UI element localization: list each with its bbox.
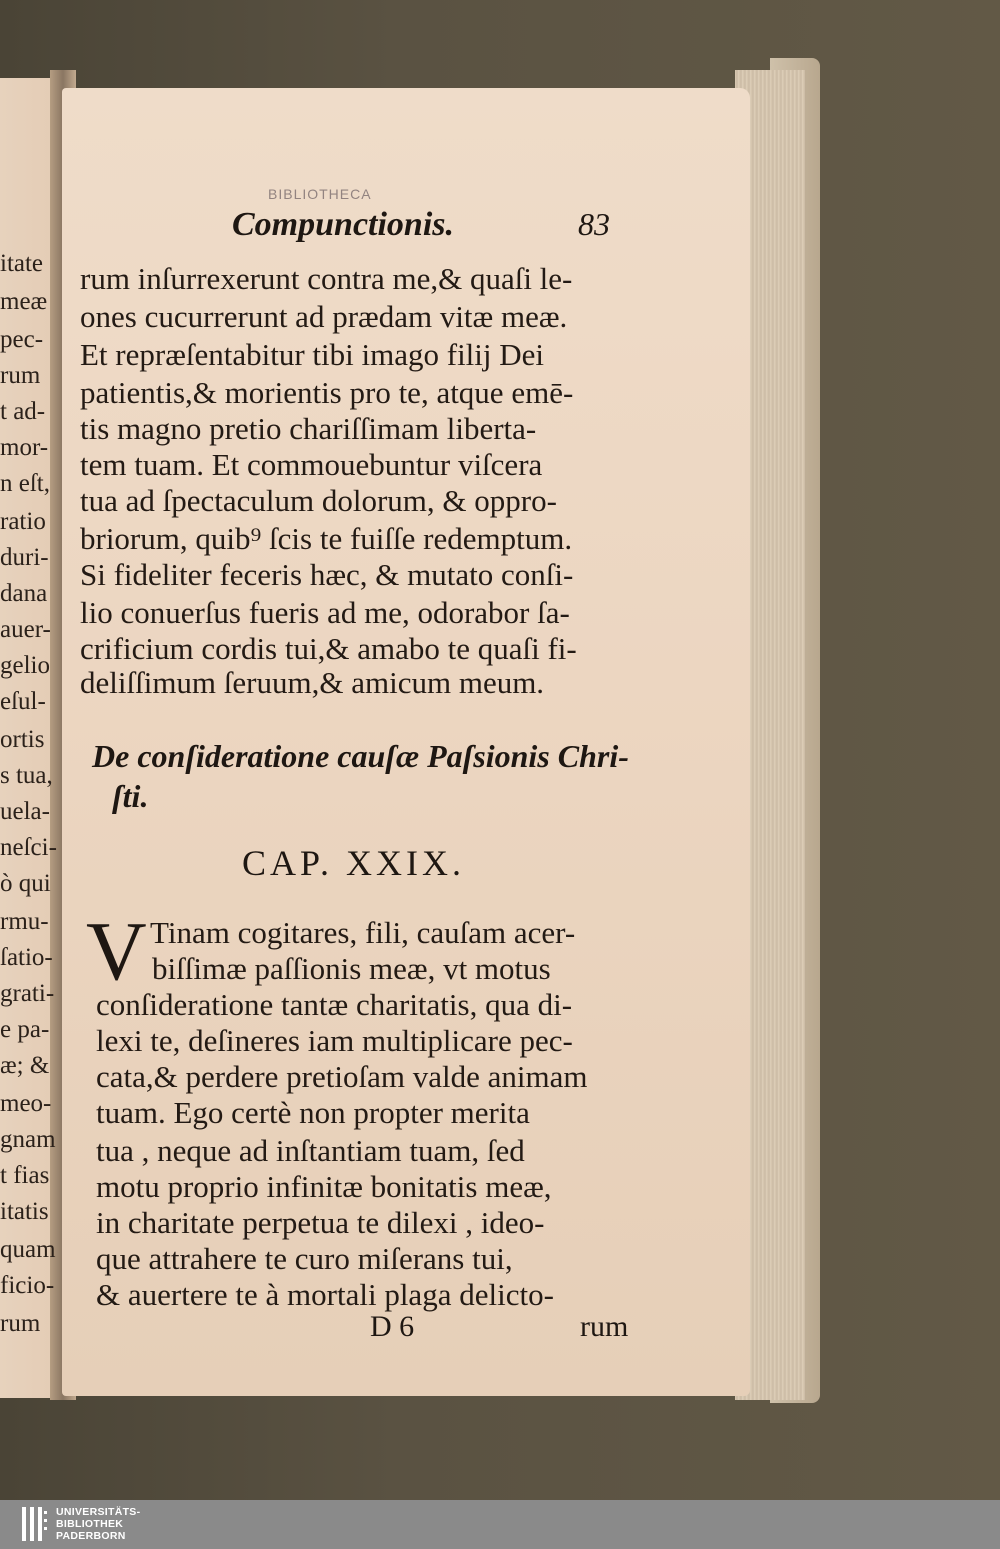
page-number: 83 xyxy=(578,206,610,242)
margin-fragment: pec- xyxy=(0,326,44,353)
section-heading-continued: ſti. xyxy=(112,778,149,814)
margin-fragment: t ad- xyxy=(0,398,46,425)
margin-fragment: ò qui xyxy=(0,870,51,897)
running-head: Compunctionis. xyxy=(232,206,455,243)
drop-initial: V xyxy=(86,905,147,998)
signature-mark: D 6 xyxy=(370,1310,415,1343)
margin-fragment: eſul- xyxy=(0,688,46,715)
margin-fragment: itatis xyxy=(0,1198,49,1225)
margin-fragment: ratio xyxy=(0,508,46,535)
logo-line: UNIVERSITÄTS- xyxy=(56,1506,141,1518)
text-line: tis magno pretio chariſſimam liberta- xyxy=(80,411,537,446)
margin-fragment: ortis xyxy=(0,726,45,753)
margin-fragment: duri- xyxy=(0,544,49,571)
margin-fragment: quam xyxy=(0,1236,56,1263)
text-line: deliſſimum ſeruum,& amicum meum. xyxy=(80,665,545,700)
margin-fragment: meo- xyxy=(0,1090,52,1117)
margin-fragment: e pa- xyxy=(0,1016,50,1043)
margin-fragment: æ; & xyxy=(0,1052,50,1079)
text-line: tem tuam. Et commouebuntur viſcera xyxy=(80,447,543,482)
logo-line: BIBLIOTHEK xyxy=(56,1518,124,1530)
margin-fragment: uela- xyxy=(0,798,50,825)
text-line: rum inſurrexerunt contra me,& quaſi le- xyxy=(80,261,573,296)
text-line: lio conuerſus fueris ad me, odorabor ſa- xyxy=(80,595,570,630)
margin-fragment: gelio xyxy=(0,652,50,679)
margin-fragment: t fias xyxy=(0,1162,50,1189)
catchword: rum xyxy=(580,1310,629,1343)
text-line: conſideratione tantæ charitatis, qua di- xyxy=(96,987,573,1022)
text-line: Tinam cogitares, fili, cauſam acer- xyxy=(150,915,576,950)
margin-fragment: dana xyxy=(0,580,48,607)
text-line: lexi te, deſineres iam multiplicare pec- xyxy=(96,1023,573,1058)
margin-fragment: neſci- xyxy=(0,834,57,861)
text-line: & auertere te à mortali plaga delicto- xyxy=(96,1277,554,1312)
section-heading: De conſideratione cauſæ Paſsionis Chri- xyxy=(92,738,629,774)
text-line: motu proprio infinitæ bonitatis meæ, xyxy=(96,1169,552,1204)
margin-fragment: ſatio- xyxy=(0,944,53,971)
footer-bar xyxy=(0,1500,1000,1549)
library-stamp: BIBLIOTHECA xyxy=(268,186,372,202)
text-line: Et repræſentabitur tibi imago filij Dei xyxy=(80,337,545,372)
text-line: tuam. Ego certè non propter merita xyxy=(96,1095,530,1130)
text-line: que attrahere te curo miſerans tui, xyxy=(96,1241,513,1276)
margin-fragment: gnam xyxy=(0,1126,56,1153)
text-line: biſſimæ paſſionis meæ, vt motus xyxy=(152,951,551,986)
margin-fragment: s tua, xyxy=(0,762,53,789)
text-line: briorum, quib⁹ ſcis te fuiſſe redemptum. xyxy=(80,521,573,556)
margin-fragment: rum xyxy=(0,362,41,389)
text-line: tua , neque ad inſtantiam tuam, ſed xyxy=(96,1133,525,1168)
logo-line: PADERBORN xyxy=(56,1530,126,1542)
library-logo-text xyxy=(56,1506,140,1542)
left-page-text-fragments xyxy=(0,0,70,1500)
chapter-title: CAP. XXIX. xyxy=(242,843,466,883)
margin-fragment: grati- xyxy=(0,980,55,1007)
text-line: patientis,& morientis pro te, atque emē- xyxy=(80,375,574,410)
margin-fragment: rmu- xyxy=(0,908,49,935)
margin-fragment: ficio- xyxy=(0,1272,55,1299)
margin-fragment: auer- xyxy=(0,616,51,643)
margin-fragment: rum xyxy=(0,1310,41,1337)
margin-fragment: n eſt, xyxy=(0,470,50,497)
text-line: ones cucurrerunt ad prædam vitæ meæ. xyxy=(80,299,568,334)
text-line: tua ad ſpectaculum dolorum, & oppro- xyxy=(80,483,557,518)
margin-fragment: meæ xyxy=(0,288,48,315)
margin-fragment: mor- xyxy=(0,434,49,461)
text-line: in charitate perpetua te dilexi , ideo- xyxy=(96,1205,545,1240)
text-line: crificium cordis tui,& amabo te quaſi fi- xyxy=(80,631,577,666)
margin-fragment: itate xyxy=(0,250,44,277)
library-logo-icon xyxy=(20,1505,50,1543)
text-line: Si fideliter feceris hæc, & mutato conſi- xyxy=(80,557,574,592)
text-line: cata,& perdere pretioſam valde animam xyxy=(96,1059,588,1094)
